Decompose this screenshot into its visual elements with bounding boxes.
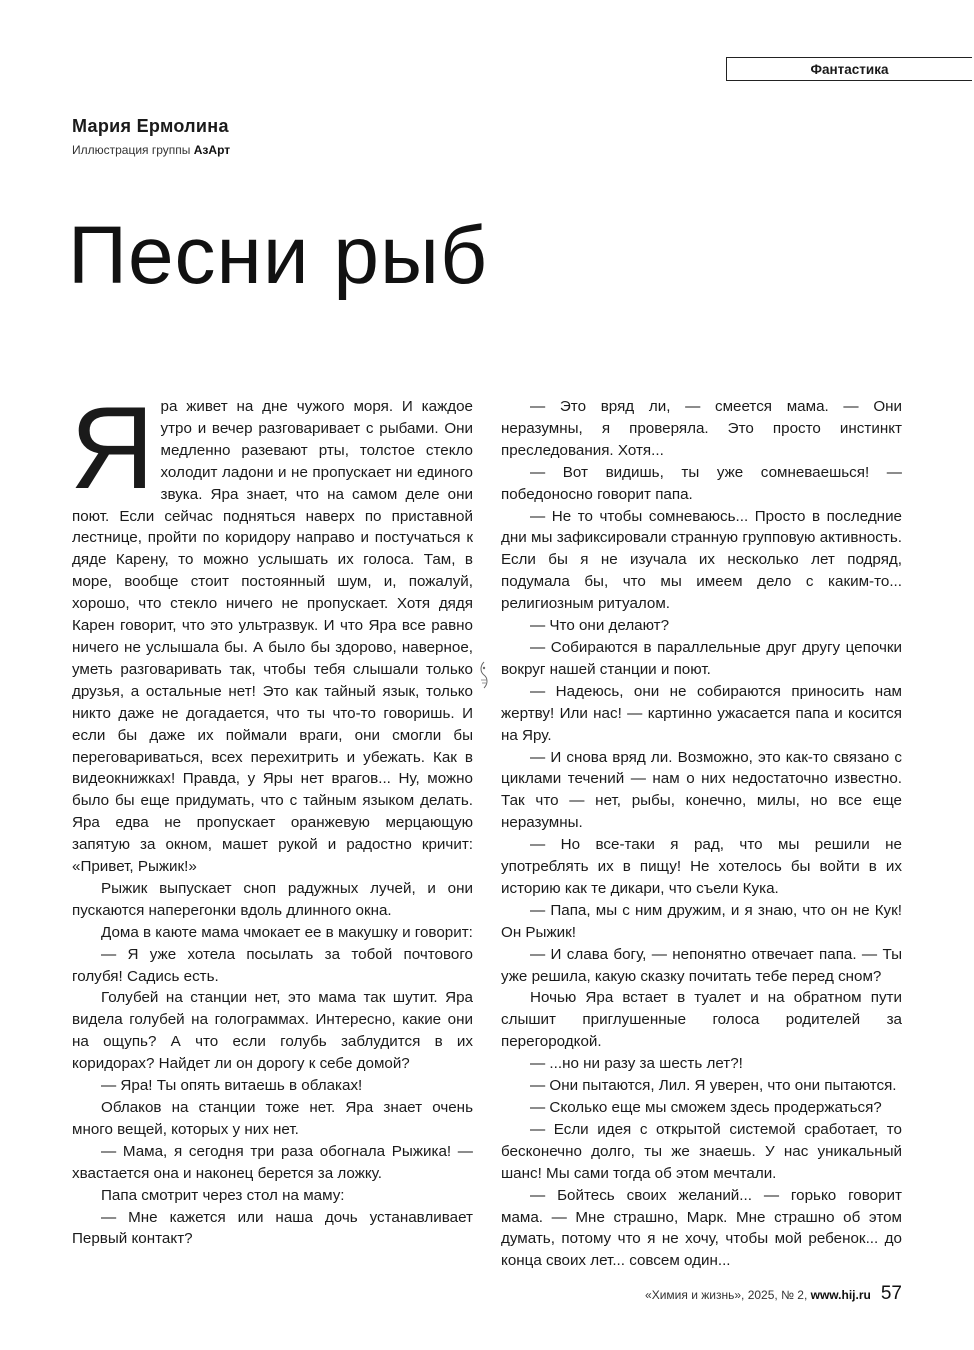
paragraph: — Но все-таки я рад, что мы решили не употреблять их в пищу! Не хотелось бы войти в их историю как те дикари, что съели Кука. [501, 836, 902, 897]
left-column [70, 382, 473, 1250]
paragraph: — Мама, я сегодня три раза обогнала Рыжика! — хвастается она и наконец берется за ложку. [72, 1142, 473, 1182]
paragraph: — Папа, мы с ним дружим, и я знаю, что он не Кук! Он Рыжик! [501, 901, 902, 941]
paragraph: — Бойтесь своих желаний... — горько говорит мама. — Мне страшно, Марк. Мне страшно об этом думать, потому что я не хочу, чтобы мой ребенок... до конца своих лет... совсем один... [501, 1186, 902, 1270]
paragraph: — Я уже хотела посылать за тобой почтового голубя! Садись есть. [72, 945, 473, 985]
page-number: 57 [880, 1283, 902, 1304]
paragraph: — Яра! Ты опять витаешь в облаках! [101, 1077, 363, 1095]
paragraph: — Они пытаются, Лил. Я уверен, что они пытаются. [530, 1077, 897, 1095]
journal-site: www.hij.ru [810, 1288, 871, 1302]
paragraph [70, 382, 473, 878]
illustration-credit [72, 143, 230, 157]
page-footer [645, 1283, 902, 1305]
illustration-group: АзАрт [193, 143, 231, 157]
right-column [501, 396, 902, 1272]
paragraph: — Что они делают? [530, 617, 670, 635]
paragraph: Облаков на станции тоже нет. Яра знает очень много вещей, которых у них нет. [72, 1099, 473, 1138]
paragraph: Папа смотрит через стол на маму: [101, 1186, 345, 1204]
paragraph: Рыжик выпускает сноп радужных лучей, и они пускаются наперегонки вдоль длинного окна. [72, 879, 473, 919]
article-title: Песни рыб [68, 210, 488, 301]
paragraph: — Если идея с открытой системой сработает, то бесконечно долго, ты же знаешь. У нас уникальный шанс! Мы сами тогда об этом мечтали. [501, 1120, 902, 1182]
paragraph: — ...но ни разу за шесть лет?! [530, 1055, 743, 1073]
paragraph: — И снова вряд ли. Возможно, это как-то связано с циклами течений — нам о них недостаточно известно. Так что — нет, рыбы, конечно, милы, но все еще неразумны. [501, 748, 902, 832]
rubric-label: Фантастика [726, 57, 972, 81]
paragraph: — Собираются в параллельные друг другу цепочки вокруг нашей станции и поют. [501, 638, 902, 678]
journal-name: «Химия и жизнь», 2025, № 2, [645, 1288, 811, 1302]
drop-cap: Я [70, 382, 155, 513]
paragraph: — И слава богу, — непонятно отвечает папа. — Ты уже решила, какую сказку почитать тебе перед сном? [501, 945, 902, 985]
paragraph: Голубей на станции нет, это мама так шутит. Яра видела голубей на голограммах. Интересно, какие они на ощупь? А что если голубь заблудится в их коридорах? Найдет ли он дорогу к себе домой? [72, 989, 473, 1073]
paragraph: — Мне кажется или наша дочь устанавливает Первый контакт? [72, 1208, 473, 1248]
fish-icon [478, 660, 490, 694]
paragraph: — Сколько еще мы сможем здесь продержаться? [530, 1099, 882, 1116]
paragraph: Дома в каюте мама чмокает ее в макушку и говорит: [101, 923, 473, 941]
paragraph-text: ра живет на дне чужого моря. И каждое утро и вечер разговаривает с рыбами. Они медленно разевают рты, толстое стекло холодит ладони и не пропускает ни единого звука. Яра знает, что на самом деле они поют. Если сейчас подняться наверх по приставной лестнице, пройти по коридору направо и постучаться к дяде Карену, то можно услышать их голоса. Там, в море, вообще стоит постоянный шум, и, пожалуй, хорошо, что стекло ничего не пропускает. Хотя дядя Карен говорит, что это ультразвук. И что Яра все равно ничего не услышала бы. А было бы здорово, наверное, уметь разговаривать так, чтобы тебя слышали только друзья, а остальные нет! Это как тайный язык, только никто даже не догадается, что ты что-то говоришь. И если бы даже их поймали враги, они смогли бы переговариваться, всех перехитрить и убежать. Как в видеокнижках! Правда, у Яры нет врагов... Ну, можно было бы еще придумать, что с тайным языком делать. Яра едва не пропускает оранжевую мерцающую запятую за окном, машет рукой и радостно кричит: «Привет, Рыжик!» [72, 398, 473, 876]
paragraph: — Это вряд ли, — смеется мама. — Они неразумны, я проверяла. Это просто инстинкт преследования. Хотя... [501, 398, 902, 459]
paragraph: — Не то чтобы сомневаюсь... Просто в последние дни мы зафиксировали странную групповую активность. Если бы я не изучала их несколько лет подряд, подумала бы, что мы имеем дело с каким-то... религиозным ритуалом. [501, 507, 902, 613]
paragraph: — Надеюсь, они не собираются приносить нам жертву! Или нас! — картинно ужасается папа и косится на Яру. [501, 682, 902, 744]
paragraph: — Вот видишь, ты уже сомневаешься! — победоносно говорит папа. [501, 463, 902, 503]
author-name: Мария Ермолина [72, 116, 229, 136]
illustration-prefix: Иллюстрация группы [72, 143, 194, 157]
paragraph: Ночью Яра встает в туалет и на обратном пути слышит приглушенные голоса родителей за перегородкой. [501, 989, 902, 1051]
journal-citation [645, 1288, 871, 1302]
